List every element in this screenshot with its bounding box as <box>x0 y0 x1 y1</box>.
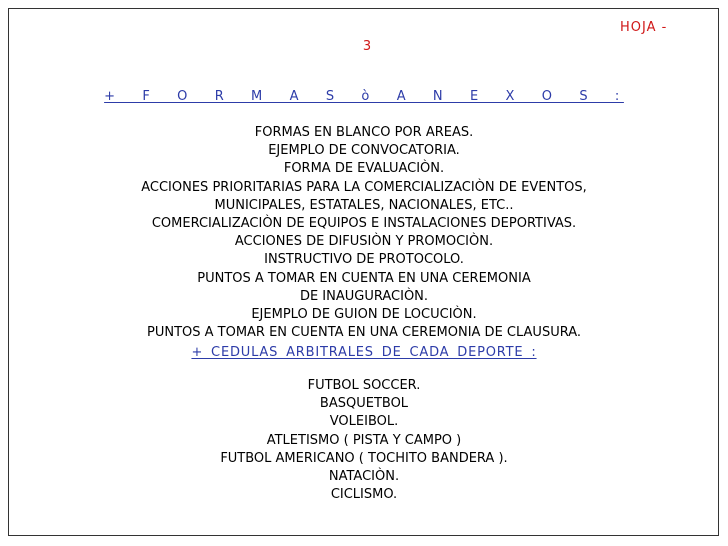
list-item: ATLETISMO ( PISTA Y CAMPO ) <box>266 432 462 448</box>
list-item: INSTRUCTIVO DE PROTOCOLO. <box>264 252 464 268</box>
list-item: FUTBOL AMERICANO ( TOCHITO BANDERA ). <box>220 450 508 466</box>
list-item: PUNTOS A TOMAR EN CUENTA EN UNA CEREMONIA DE CLAUSURA. <box>146 325 582 341</box>
forms-annexes-heading-text: + F O R M A S ò A N E X O S : <box>104 89 624 104</box>
list-item: FORMA DE EVALUACIÒN. <box>283 161 445 177</box>
list-item: FORMAS EN BLANCO POR AREAS. <box>254 125 474 140</box>
list-item: FUTBOL SOCCER. <box>307 378 421 393</box>
list-item: ACCIONES DE DIFUSIÒN Y PROMOCIÒN. <box>234 234 494 250</box>
referee-cards-heading <box>0 345 728 360</box>
list-item: ACCIONES PRIORITARIAS PARA LA COMERCIALIZACIÒN DE EVENTOS, <box>141 179 587 195</box>
list-item: EJEMPLO DE GUION DE LOCUCIÒN. <box>251 307 477 323</box>
sports-list <box>0 377 728 504</box>
list-item: PUNTOS A TOMAR EN CUENTA EN UNA CEREMONIA <box>197 270 531 286</box>
list-item: BASQUETBOL <box>319 396 409 412</box>
list-item: NATACIÒN. <box>328 469 400 485</box>
list-item: MUNICIPALES, ESTATALES, NACIONALES, ETC.. <box>214 197 514 213</box>
list-item: CICLISMO. <box>330 487 398 503</box>
list-item: DE INAUGURACIÒN. <box>299 288 429 304</box>
list-item: EJEMPLO DE CONVOCATORIA. <box>268 143 460 159</box>
forms-annexes-heading <box>0 89 728 104</box>
list-item: COMERCIALIZACIÒN DE EQUIPOS E INSTALACIONES DEPORTIVAS. <box>151 216 577 232</box>
list-item: VOLEIBOL. <box>329 414 399 430</box>
sheet-label: HOJA - <box>620 20 668 35</box>
referee-cards-heading-text: + CEDULAS ARBITRALES DE CADA DEPORTE : <box>191 345 537 360</box>
forms-annexes-list <box>0 124 728 342</box>
sheet-number: 3 <box>362 39 372 54</box>
